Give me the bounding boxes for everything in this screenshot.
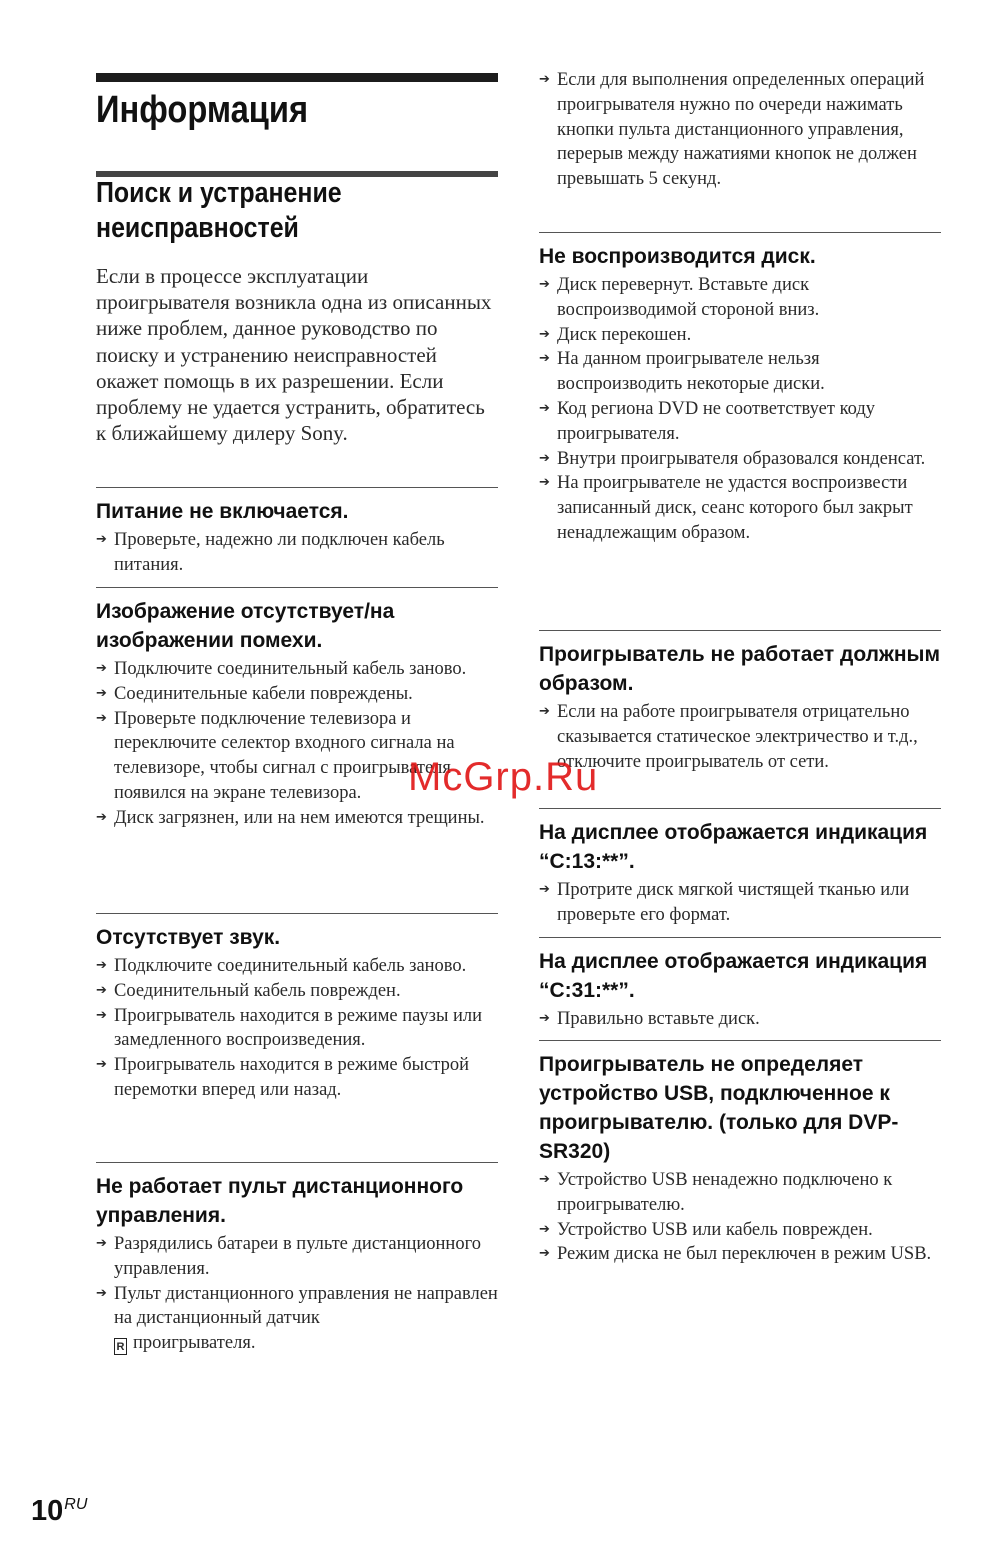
problem-section <box>539 232 941 546</box>
problem-title: Изображение отсутствует/на изображении помехи. <box>96 600 395 652</box>
arrow-icon: ➔ <box>539 72 550 87</box>
arrow-icon: ➔ <box>539 882 550 897</box>
solution-item: ➔ Подключите соединительный кабель заново. <box>96 657 498 682</box>
arrow-icon: ➔ <box>96 1236 107 1251</box>
solution-item: ➔ Соединительный кабель поврежден. <box>96 979 498 1004</box>
section-divider <box>96 587 498 588</box>
solution-item: ➔ Соединительные кабели повреждены. <box>96 682 498 707</box>
arrow-icon: ➔ <box>539 450 550 466</box>
section-divider <box>96 913 498 914</box>
arrow-icon: ➔ <box>539 1011 550 1026</box>
section-divider <box>539 808 941 809</box>
problem-section <box>539 1040 941 1267</box>
solution-item: ➔ Пульт дистанционного управления не направлен на дистанционный датчик R проигрывателя. <box>96 1283 498 1354</box>
solution-item: ➔ Диск загрязнен, или на нем имеются трещины. <box>96 806 498 831</box>
problem-title: Проигрыватель не определяет устройство USB, подключенное к проигрывателю. (только для DVP-SR320) <box>539 1053 899 1163</box>
arrow-icon: ➔ <box>96 710 107 726</box>
arrow-icon: ➔ <box>539 1221 550 1237</box>
problem-section <box>96 913 498 1103</box>
section-divider <box>96 1162 498 1163</box>
solution-item: ➔ Если на работе проигрывателя отрицательно сказывается статическое электричество и т.д., отключите проигрыватель от сети. <box>539 702 918 772</box>
section-heading-line1: Поиск и устранение <box>96 177 342 209</box>
solution-item: ➔ Протрите диск мягкой чистящей тканью или проверьте его формат. <box>539 880 910 925</box>
arrow-icon: ➔ <box>96 1285 107 1301</box>
watermark-logo: McGrp.Ru <box>408 755 599 799</box>
arrow-icon: ➔ <box>539 1246 550 1262</box>
problem-section <box>539 630 941 774</box>
page-number <box>31 1495 87 1528</box>
problem-title: Не воспроизводится диск. <box>539 245 816 268</box>
page-title: Информация <box>96 89 309 131</box>
solution-item: ➔ Режим диска не был переключен в режим USB. <box>539 1242 941 1267</box>
arrow-icon: ➔ <box>96 685 107 701</box>
problem-title: Проигрыватель не работает должным образом. <box>539 643 941 695</box>
arrow-icon: ➔ <box>539 400 550 416</box>
arrow-icon: ➔ <box>96 1007 107 1023</box>
solution-item: ➔ Устройство USB ненадежно подключено к проигрывателю. <box>539 1170 893 1215</box>
problem-title: Питание не включается. <box>96 500 349 523</box>
arrow-icon: ➔ <box>539 1172 550 1187</box>
arrow-icon: ➔ <box>96 532 107 547</box>
solution-item: ➔ Проигрыватель находится в режиме быстрой перемотки вперед или назад. <box>96 1055 469 1100</box>
solution-item: ➔ Правильно вставьте диск. <box>539 1007 941 1032</box>
solution-item: ➔ На проигрывателе не удастся воспроизвести записанный диск, сеанс которого был закрыт ненадлежащим образом. <box>539 473 913 543</box>
problem-title: На дисплее отображается индикация “C:13:**”. <box>539 821 928 873</box>
arrow-icon: ➔ <box>96 982 107 998</box>
solution-item: ➔ Разрядились батареи в пульте дистанционного управления. <box>96 1234 481 1279</box>
section-divider <box>539 1040 941 1041</box>
solution-item: ➔ На данном проигрывателе нельзя воспроизводить некоторые диски. <box>539 349 825 395</box>
arrow-icon: ➔ <box>96 1057 107 1073</box>
solution-item: ➔ Проверьте, надежно ли подключен кабель питания. <box>96 530 445 575</box>
section-divider <box>96 487 498 488</box>
problem-section <box>96 1162 498 1356</box>
problem-section <box>539 808 941 928</box>
solution-item: ➔ Подключите соединительный кабель заново. <box>96 954 498 979</box>
problem-title: На дисплее отображается индикация “C:31:**”. <box>539 950 928 1002</box>
solution-item: ➔ Диск перевернут. Вставьте диск воспроизводимой стороной вниз. <box>539 275 820 320</box>
remote-sensor-icon: R <box>114 1338 127 1355</box>
solution-item: ➔ Проигрыватель находится в режиме паузы или замедленного воспроизведения. <box>96 1005 483 1051</box>
intro-paragraph: Если в процессе эксплуатации проигрывателя возникла одна из описанных ниже проблем, данное руководство по поиску и устранению неисправностей окажет помощь в их разрешении. Если проблему не удается устранить, обратитесь к ближайшему дилеру Sony. <box>96 264 492 446</box>
solution-item: ➔ Код региона DVD не соответствует коду проигрывателя. <box>539 398 876 444</box>
title-rule <box>96 73 498 82</box>
problem-section <box>539 937 941 1032</box>
arrow-icon: ➔ <box>539 326 550 342</box>
problem-title: Отсутствует звук. <box>96 926 281 949</box>
problem-section <box>96 587 498 831</box>
section-heading-line2: неисправностей <box>96 212 299 244</box>
solution-item: ➔ Внутри проигрывателя образовался конденсат. <box>539 447 941 472</box>
section-divider <box>539 937 941 938</box>
arrow-icon: ➔ <box>539 277 550 292</box>
solution-item: ➔ Устройство USB или кабель поврежден. <box>539 1218 941 1243</box>
arrow-icon: ➔ <box>96 661 107 676</box>
arrow-icon: ➔ <box>96 809 107 825</box>
section-heading <box>96 176 342 246</box>
problem-section <box>96 487 498 578</box>
problem-title: Не работает пульт дистанционного управления. <box>96 1175 464 1227</box>
solution-item: ➔ Если для выполнения определенных операций проигрывателя нужно по очереди нажимать кнопки пульта дистанционного управления, перерыв между нажатиями кнопок не должен превышать 5 секунд. <box>539 70 925 190</box>
section-divider <box>539 232 941 233</box>
section-divider <box>539 630 941 631</box>
solution-item: ➔ Диск перекошен. <box>539 323 941 348</box>
page-number-value: 10 <box>31 1495 64 1527</box>
arrow-icon: ➔ <box>539 475 550 491</box>
arrow-icon: ➔ <box>539 704 550 719</box>
solution-item: ➔ Проверьте подключение телевизора и переключите селектор входного сигнала на телевизоре, чтобы сигнал с проигрывателя появился на экране телевизора. <box>96 708 455 803</box>
arrow-icon: ➔ <box>539 351 550 367</box>
arrow-icon: ➔ <box>96 958 107 973</box>
page-language: RU <box>64 1496 88 1513</box>
